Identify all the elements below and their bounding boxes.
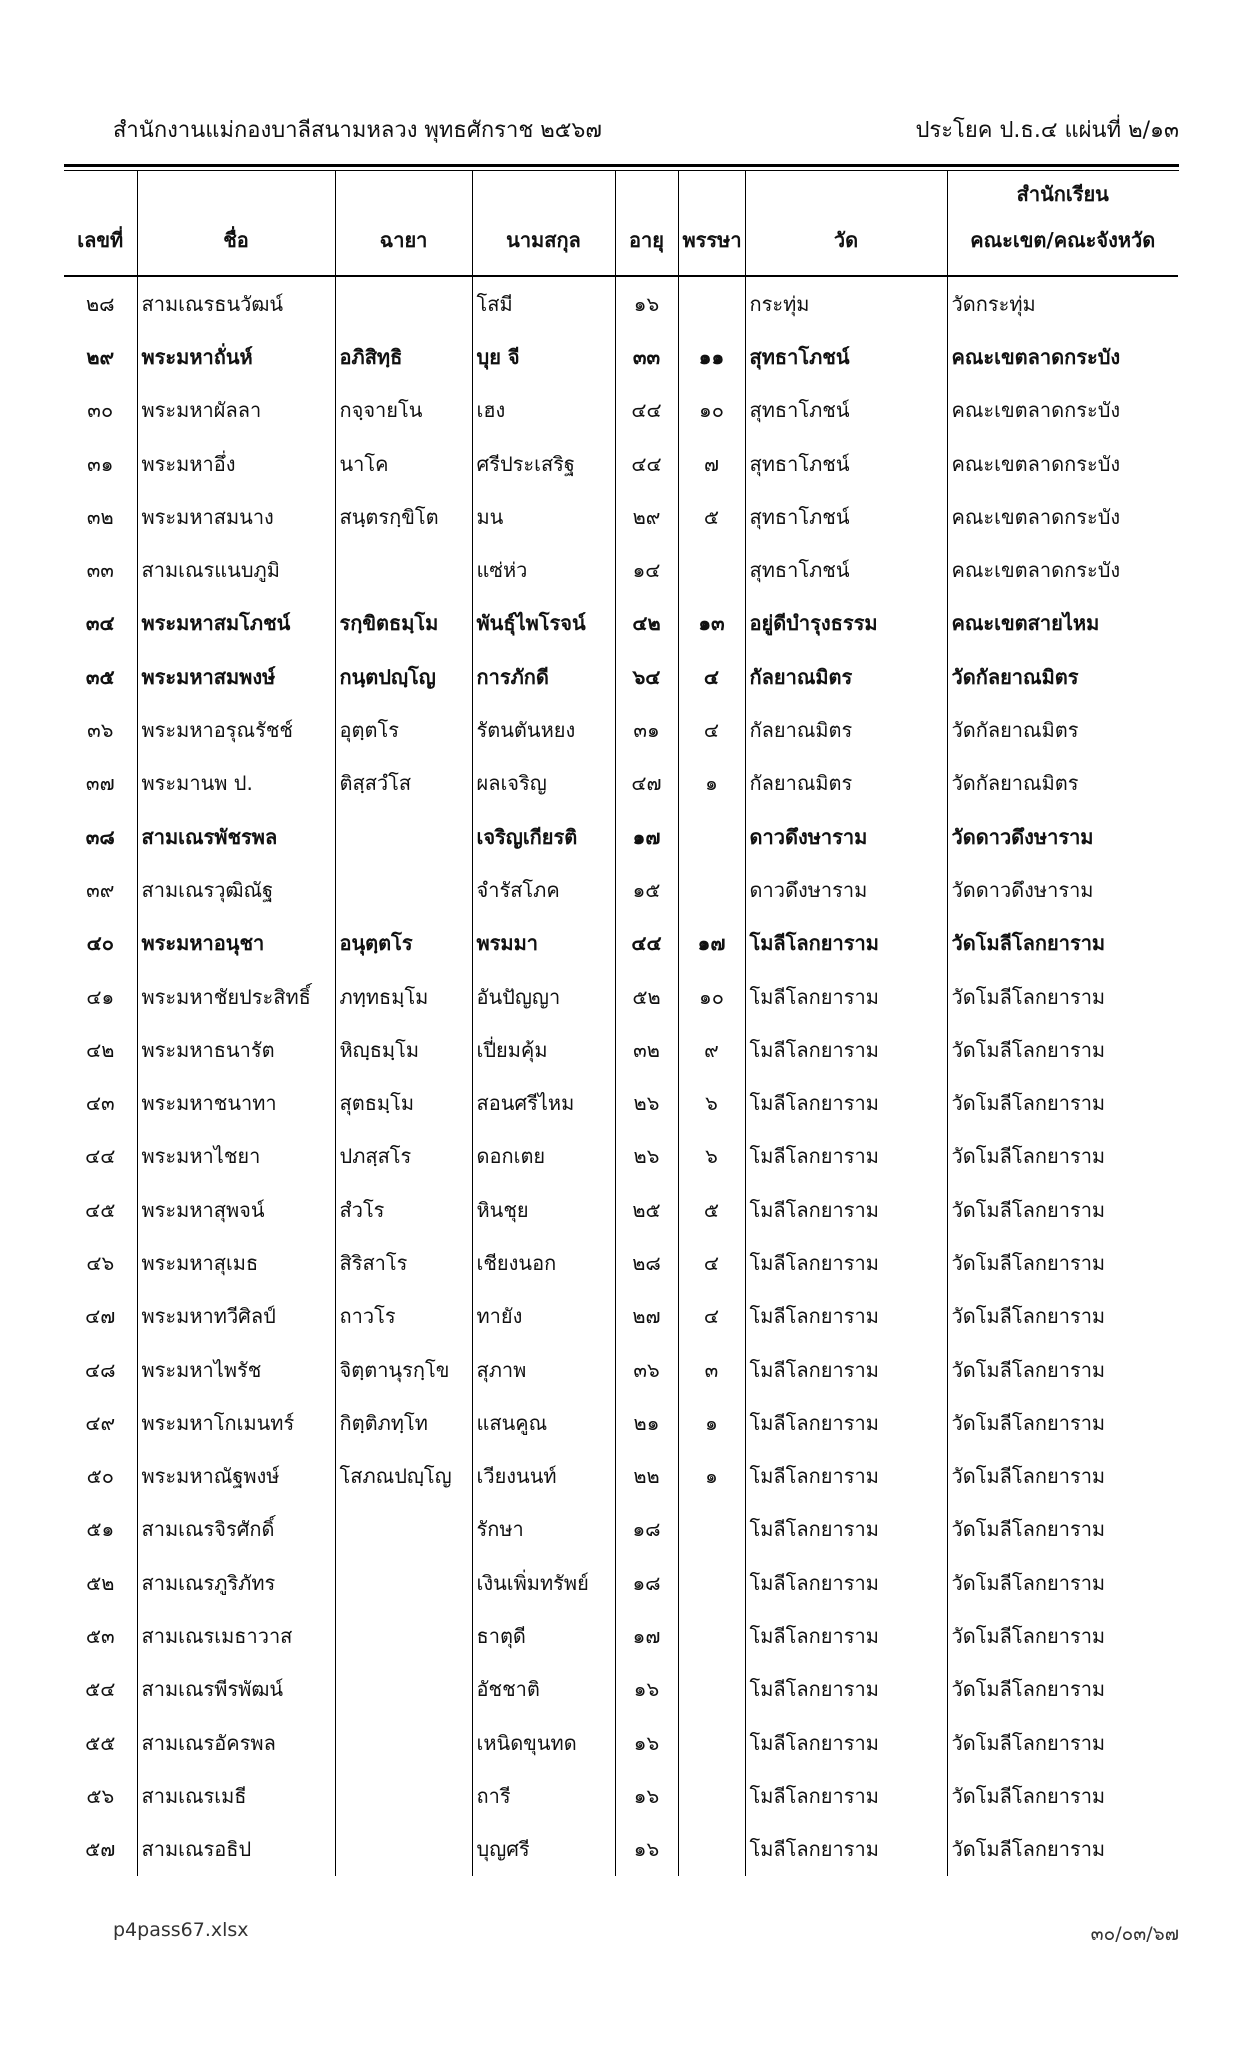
cell-vassa: ๔ xyxy=(678,1290,745,1343)
cell-name: พระมหาโกเมนทร์ xyxy=(137,1396,335,1449)
cell-surname: บุย จี xyxy=(472,330,615,383)
cell-vassa: ๑๑ xyxy=(678,330,745,383)
col-header-office xyxy=(947,171,1178,276)
cell-name: พระมหาสมนาง xyxy=(137,490,335,543)
cell-no: ๔๐ xyxy=(86,931,114,956)
cell-wat: กัลยาณมิตร xyxy=(745,703,947,756)
cell-name: สามเณรภูริภัทร xyxy=(137,1556,335,1609)
col-header-vassa: พรรษา xyxy=(678,171,745,276)
table-row xyxy=(64,490,1178,543)
cell-surname: ถารี xyxy=(472,1769,615,1822)
cell-office: คณะเขตลาดกระบัง xyxy=(947,437,1178,490)
cell-name: สามเณรเมธี xyxy=(137,1769,335,1822)
cell-no: ๓๒ xyxy=(86,504,114,529)
cell-office: คณะเขตลาดกระบัง xyxy=(947,330,1178,383)
cell-vassa xyxy=(678,1609,745,1662)
cell-name: พระมหาธนารัต xyxy=(137,1023,335,1076)
cell-office: วัดดาวดึงษาราม xyxy=(947,863,1178,916)
cell-age: ๒๗ xyxy=(615,1290,678,1343)
header-office-title: สำนักงานแม่กองบาลีสนามหลวง พุทธศักราช ๒๕๖๗ xyxy=(113,118,602,143)
cell-name: สามเณรธนวัฒน์ xyxy=(137,276,335,330)
cell-name: สามเณรแนบภูมิ xyxy=(137,543,335,596)
cell-office: วัดโมลีโลกยาราม xyxy=(947,1609,1178,1662)
cell-surname: รัตนตันหยง xyxy=(472,703,615,756)
header-rule-thick xyxy=(64,164,1179,167)
cell-office: วัดโมลีโลกยาราม xyxy=(947,1236,1178,1289)
cell-surname: เฮง xyxy=(472,384,615,437)
cell-wat: สุทธาโภชน์ xyxy=(745,330,947,383)
cell-name: พระมหาอึ่ง xyxy=(137,437,335,490)
cell-chaya: โสภณปญฺโญ xyxy=(335,1450,472,1503)
cell-wat: สุทธาโภชน์ xyxy=(745,490,947,543)
cell-chaya: กจฺจายโน xyxy=(335,384,472,437)
cell-no: ๒๘ xyxy=(85,291,115,316)
cell-office: คณะเขตลาดกระบัง xyxy=(947,384,1178,437)
cell-chaya xyxy=(335,810,472,863)
cell-name: พระมหาสมโภชน์ xyxy=(137,597,335,650)
cell-chaya: รกฺขิตธมฺโม xyxy=(335,597,472,650)
cell-office: วัดโมลีโลกยาราม xyxy=(947,1290,1178,1343)
cell-age: ๔๔ xyxy=(615,384,678,437)
cell-chaya: หิญฺธมฺโม xyxy=(335,1023,472,1076)
cell-vassa: ๔ xyxy=(678,1236,745,1289)
table-header-row xyxy=(64,171,1178,276)
table-row xyxy=(64,1716,1178,1769)
cell-surname: เหนิดขุนทด xyxy=(472,1716,615,1769)
cell-name: สามเณรเมธาวาส xyxy=(137,1609,335,1662)
cell-vassa xyxy=(678,1769,745,1822)
cell-wat: กัลยาณมิตร xyxy=(745,650,947,703)
table-row xyxy=(64,917,1178,970)
cell-no: ๔๙ xyxy=(85,1410,116,1435)
cell-no: ๔๘ xyxy=(84,1357,116,1382)
cell-chaya: อนุตฺตโร xyxy=(335,917,472,970)
cell-name: พระมหาสมพงษ์ xyxy=(137,650,335,703)
cell-age: ๒๙ xyxy=(615,490,678,543)
page-header xyxy=(113,112,1179,147)
cell-name: สามเณรจิรศักดิ์ xyxy=(137,1503,335,1556)
cell-office: วัดโมลีโลกยาราม xyxy=(947,1716,1178,1769)
page-footer xyxy=(113,1919,1179,1949)
cell-chaya xyxy=(335,1716,472,1769)
cell-no: ๕๐ xyxy=(86,1464,114,1489)
cell-age: ๑๖ xyxy=(615,1663,678,1716)
table-row xyxy=(64,276,1178,330)
cell-office: วัดโมลีโลกยาราม xyxy=(947,1183,1178,1236)
cell-no: ๕๕ xyxy=(85,1730,116,1755)
cell-chaya: อภิสิทฺธิ xyxy=(335,330,472,383)
table-row xyxy=(64,1183,1178,1236)
cell-age: ๕๒ xyxy=(615,970,678,1023)
cell-no: ๓๖ xyxy=(87,718,114,743)
cell-chaya xyxy=(335,863,472,916)
cell-age: ๓๖ xyxy=(615,1343,678,1396)
table-row xyxy=(64,543,1178,596)
cell-surname: โสมี xyxy=(472,276,615,330)
cell-name: พระมหาอนุชา xyxy=(137,917,335,970)
col-header-office-line2: คณะเขต/คณะจังหวัด xyxy=(970,228,1156,252)
table-row xyxy=(64,1396,1178,1449)
cell-vassa: ๖ xyxy=(678,1130,745,1183)
cell-chaya: ถาวโร xyxy=(335,1290,472,1343)
cell-wat: โมลีโลกยาราม xyxy=(745,1396,947,1449)
cell-wat: โมลีโลกยาราม xyxy=(745,1609,947,1662)
cell-surname: มน xyxy=(472,490,615,543)
cell-age: ๑๖ xyxy=(615,276,678,330)
cell-chaya: ปภสฺสโร xyxy=(335,1130,472,1183)
table-row xyxy=(64,757,1178,810)
cell-name: พระมหาผัลลา xyxy=(137,384,335,437)
cell-chaya: อุตฺตโร xyxy=(335,703,472,756)
cell-age: ๖๔ xyxy=(615,650,678,703)
cell-office: คณะเขตลาดกระบัง xyxy=(947,543,1178,596)
cell-age: ๒๕ xyxy=(615,1183,678,1236)
cell-surname: อัชชาติ xyxy=(472,1663,615,1716)
cell-vassa: ๕ xyxy=(678,490,745,543)
cell-name: พระมหาชนาทา xyxy=(137,1076,335,1129)
table-row xyxy=(64,1503,1178,1556)
cell-wat: โมลีโลกยาราม xyxy=(745,1556,947,1609)
cell-vassa: ๔ xyxy=(678,703,745,756)
cell-surname: แซ่ห่ว xyxy=(472,543,615,596)
cell-wat: โมลีโลกยาราม xyxy=(745,1023,947,1076)
cell-age: ๑๖ xyxy=(615,1769,678,1822)
cell-name: สามเณรอธิป xyxy=(137,1823,335,1876)
cell-age: ๒๖ xyxy=(615,1076,678,1129)
cell-age: ๑๗ xyxy=(615,810,678,863)
cell-age: ๒๖ xyxy=(615,1130,678,1183)
cell-vassa: ๑ xyxy=(678,1450,745,1503)
cell-chaya: จิตฺตานุรกฺโข xyxy=(335,1343,472,1396)
cell-office: วัดโมลีโลกยาราม xyxy=(947,917,1178,970)
cell-age: ๑๕ xyxy=(615,863,678,916)
cell-no: ๔๑ xyxy=(86,984,115,1009)
cell-chaya: นาโค xyxy=(335,437,472,490)
cell-wat: สุทธาโภชน์ xyxy=(745,384,947,437)
cell-wat: โมลีโลกยาราม xyxy=(745,1663,947,1716)
cell-name: สามเณรอัครพล xyxy=(137,1716,335,1769)
cell-office: วัดดาวดึงษาราม xyxy=(947,810,1178,863)
cell-surname: เงินเพิ่มทรัพย์ xyxy=(472,1556,615,1609)
cell-chaya xyxy=(335,1556,472,1609)
cell-surname: จำรัสโภค xyxy=(472,863,615,916)
cell-no: ๔๓ xyxy=(85,1091,115,1116)
cell-no: ๔๒ xyxy=(86,1037,115,1062)
col-header-chaya: ฉายา xyxy=(335,171,472,276)
footer-filename: p4pass67.xlsx xyxy=(113,1919,249,1941)
cell-chaya: สิริสาโร xyxy=(335,1236,472,1289)
table-row xyxy=(64,597,1178,650)
roster-table xyxy=(64,171,1178,1876)
cell-office: วัดกัลยาณมิตร xyxy=(947,757,1178,810)
cell-chaya xyxy=(335,1769,472,1822)
cell-surname: เจริญเกียรติ xyxy=(472,810,615,863)
cell-vassa: ๙ xyxy=(678,1023,745,1076)
table-row xyxy=(64,1609,1178,1662)
cell-vassa: ๓ xyxy=(678,1343,745,1396)
cell-name: พระมานพ ป. xyxy=(137,757,335,810)
cell-age: ๒๘ xyxy=(615,1236,678,1289)
cell-chaya xyxy=(335,543,472,596)
cell-chaya xyxy=(335,1503,472,1556)
cell-office: วัดโมลีโลกยาราม xyxy=(947,1823,1178,1876)
cell-no: ๔๕ xyxy=(85,1197,116,1222)
cell-vassa: ๑ xyxy=(678,757,745,810)
cell-surname: ศรีประเสริฐ xyxy=(472,437,615,490)
cell-wat: โมลีโลกยาราม xyxy=(745,1130,947,1183)
cell-no: ๓๔ xyxy=(85,611,115,636)
cell-office: วัดโมลีโลกยาราม xyxy=(947,1663,1178,1716)
cell-wat: กัลยาณมิตร xyxy=(745,757,947,810)
table-row xyxy=(64,1769,1178,1822)
cell-chaya: กนฺตปญฺโญ xyxy=(335,650,472,703)
cell-surname: การภักดี xyxy=(472,650,615,703)
cell-wat: สุทธาโภชน์ xyxy=(745,437,947,490)
cell-surname: ทายัง xyxy=(472,1290,615,1343)
cell-vassa xyxy=(678,810,745,863)
cell-no: ๕๑ xyxy=(86,1517,115,1542)
cell-office: วัดกัลยาณมิตร xyxy=(947,650,1178,703)
cell-wat: โมลีโลกยาราม xyxy=(745,1716,947,1769)
cell-wat: โมลีโลกยาราม xyxy=(745,917,947,970)
cell-age: ๑๘ xyxy=(615,1503,678,1556)
cell-surname: ผลเจริญ xyxy=(472,757,615,810)
cell-surname: รักษา xyxy=(472,1503,615,1556)
cell-vassa xyxy=(678,1823,745,1876)
col-header-name: ชื่อ xyxy=(137,171,335,276)
cell-chaya: ติสฺสวํโส xyxy=(335,757,472,810)
cell-wat: โมลีโลกยาราม xyxy=(745,1236,947,1289)
cell-surname: พรมมา xyxy=(472,917,615,970)
cell-office: วัดโมลีโลกยาราม xyxy=(947,970,1178,1023)
table-row xyxy=(64,810,1178,863)
cell-surname: อันปัญญา xyxy=(472,970,615,1023)
cell-surname: หินชุย xyxy=(472,1183,615,1236)
cell-surname: พันธุ์ไพโรจน์ xyxy=(472,597,615,650)
cell-wat: โมลีโลกยาราม xyxy=(745,1503,947,1556)
cell-vassa: ๑๗ xyxy=(678,917,745,970)
cell-wat: กระทุ่ม xyxy=(745,276,947,330)
cell-age: ๑๗ xyxy=(615,1609,678,1662)
cell-chaya xyxy=(335,1663,472,1716)
cell-no: ๓๓ xyxy=(86,558,114,583)
cell-age: ๓๓ xyxy=(615,330,678,383)
cell-chaya: สํวโร xyxy=(335,1183,472,1236)
cell-name: พระมหาทวีศิลป์ xyxy=(137,1290,335,1343)
cell-vassa xyxy=(678,276,745,330)
cell-wat: ดาวดึงษาราม xyxy=(745,810,947,863)
col-header-wat: วัด xyxy=(745,171,947,276)
cell-no: ๒๙ xyxy=(86,344,115,369)
cell-chaya: กิตฺติภทฺโท xyxy=(335,1396,472,1449)
cell-wat: โมลีโลกยาราม xyxy=(745,1343,947,1396)
cell-surname: เปี่ยมคุ้ม xyxy=(472,1023,615,1076)
header-sheet-info: ประโยค ป.ธ.๔ แผ่นที่ ๒/๑๓ xyxy=(915,118,1179,143)
cell-name: สามเณรพีรพัฒน์ xyxy=(137,1663,335,1716)
cell-wat: โมลีโลกยาราม xyxy=(745,1823,947,1876)
cell-age: ๒๒ xyxy=(615,1450,678,1503)
cell-office: คณะเขตสายไหม xyxy=(947,597,1178,650)
cell-no: ๓๑ xyxy=(87,451,114,476)
cell-no: ๔๔ xyxy=(85,1144,116,1169)
cell-surname: บุญศรี xyxy=(472,1823,615,1876)
cell-no: ๕๖ xyxy=(86,1783,115,1808)
cell-surname: สุภาพ xyxy=(472,1343,615,1396)
cell-no: ๔๖ xyxy=(86,1250,115,1275)
table-row xyxy=(64,1130,1178,1183)
cell-age: ๔๗ xyxy=(615,757,678,810)
cell-name: พระมหาไชยา xyxy=(137,1130,335,1183)
cell-wat: สุทธาโภชน์ xyxy=(745,543,947,596)
cell-surname: เวียงนนท์ xyxy=(472,1450,615,1503)
cell-surname: ดอกเตย xyxy=(472,1130,615,1183)
cell-name: พระมหาอรุณรัชช์ xyxy=(137,703,335,756)
cell-chaya: สนฺตรกฺขิโต xyxy=(335,490,472,543)
col-header-surname: นามสกุล xyxy=(472,171,615,276)
cell-age: ๔๒ xyxy=(615,597,678,650)
cell-age: ๑๘ xyxy=(615,1556,678,1609)
cell-no: ๔๗ xyxy=(85,1304,116,1329)
cell-surname: สอนศรีไหม xyxy=(472,1076,615,1129)
cell-age: ๑๖ xyxy=(615,1716,678,1769)
cell-name: พระมหาณัฐพงษ์ xyxy=(137,1450,335,1503)
cell-chaya xyxy=(335,1823,472,1876)
cell-office: วัดโมลีโลกยาราม xyxy=(947,1556,1178,1609)
table-row xyxy=(64,1290,1178,1343)
table-row xyxy=(64,863,1178,916)
roster-body xyxy=(64,276,1178,1876)
cell-vassa: ๕ xyxy=(678,1183,745,1236)
cell-no: ๓๙ xyxy=(86,877,115,902)
cell-name: สามเณรวุฒิณัฐ xyxy=(137,863,335,916)
cell-name: สามเณรพัชรพล xyxy=(137,810,335,863)
cell-vassa xyxy=(678,543,745,596)
cell-office: คณะเขตลาดกระบัง xyxy=(947,490,1178,543)
cell-chaya xyxy=(335,276,472,330)
cell-age: ๔๔ xyxy=(615,917,678,970)
cell-vassa: ๑๐ xyxy=(678,384,745,437)
table-row xyxy=(64,1343,1178,1396)
cell-office: วัดกระทุ่ม xyxy=(947,276,1178,330)
cell-no: ๓๘ xyxy=(85,824,115,849)
cell-name: พระมหาไพรัช xyxy=(137,1343,335,1396)
cell-age: ๑๔ xyxy=(615,543,678,596)
cell-vassa: ๑ xyxy=(678,1396,745,1449)
cell-vassa: ๑๐ xyxy=(678,970,745,1023)
table-row xyxy=(64,703,1178,756)
cell-vassa: ๗ xyxy=(678,437,745,490)
cell-age: ๑๖ xyxy=(615,1823,678,1876)
cell-wat: ดาวดึงษาราม xyxy=(745,863,947,916)
cell-vassa xyxy=(678,1663,745,1716)
table-row xyxy=(64,1076,1178,1129)
cell-name: พระมหาสุพจน์ xyxy=(137,1183,335,1236)
cell-office: วัดโมลีโลกยาราม xyxy=(947,1503,1178,1556)
cell-age: ๓๒ xyxy=(615,1023,678,1076)
cell-chaya: สุตธมฺโม xyxy=(335,1076,472,1129)
table-row xyxy=(64,970,1178,1023)
cell-vassa: ๖ xyxy=(678,1076,745,1129)
cell-name: พระมหาถั่นห์ xyxy=(137,330,335,383)
table-row xyxy=(64,1823,1178,1876)
cell-no: ๕๔ xyxy=(85,1677,116,1702)
cell-office: วัดโมลีโลกยาราม xyxy=(947,1450,1178,1503)
cell-wat: โมลีโลกยาราม xyxy=(745,1183,947,1236)
cell-chaya: ภทฺทธมฺโม xyxy=(335,970,472,1023)
cell-vassa: ๑๓ xyxy=(678,597,745,650)
table-row xyxy=(64,437,1178,490)
cell-wat: โมลีโลกยาราม xyxy=(745,1290,947,1343)
cell-wat: โมลีโลกยาราม xyxy=(745,1076,947,1129)
cell-surname: เชียงนอก xyxy=(472,1236,615,1289)
cell-office: วัดโมลีโลกยาราม xyxy=(947,1130,1178,1183)
table-row xyxy=(64,1663,1178,1716)
cell-office: วัดโมลีโลกยาราม xyxy=(947,1769,1178,1822)
table-row xyxy=(64,1450,1178,1503)
cell-no: ๓๗ xyxy=(85,771,115,796)
table-row xyxy=(64,650,1178,703)
cell-vassa xyxy=(678,1503,745,1556)
cell-name: พระมหาสุเมธ xyxy=(137,1236,335,1289)
cell-no: ๓๐ xyxy=(87,398,114,423)
cell-vassa: ๔ xyxy=(678,650,745,703)
cell-office: วัดกัลยาณมิตร xyxy=(947,703,1178,756)
cell-wat: โมลีโลกยาราม xyxy=(745,970,947,1023)
cell-no: ๕๗ xyxy=(85,1837,116,1862)
cell-age: ๓๑ xyxy=(615,703,678,756)
cell-wat: โมลีโลกยาราม xyxy=(745,1450,947,1503)
cell-no: ๓๕ xyxy=(85,664,115,689)
cell-chaya xyxy=(335,1609,472,1662)
cell-office: วัดโมลีโลกยาราม xyxy=(947,1343,1178,1396)
col-header-no: เลขที่ xyxy=(64,171,137,276)
cell-office: วัดโมลีโลกยาราม xyxy=(947,1076,1178,1129)
cell-no: ๕๒ xyxy=(86,1570,115,1595)
col-header-age: อายุ xyxy=(615,171,678,276)
cell-vassa xyxy=(678,1556,745,1609)
table-row xyxy=(64,330,1178,383)
cell-surname: ธาตุดี xyxy=(472,1609,615,1662)
cell-name: พระมหาชัยประสิทธิ์ xyxy=(137,970,335,1023)
cell-age: ๔๔ xyxy=(615,437,678,490)
cell-wat: อยู่ดีบำรุงธรรม xyxy=(745,597,947,650)
table-row xyxy=(64,1023,1178,1076)
cell-vassa xyxy=(678,863,745,916)
table-row xyxy=(64,1556,1178,1609)
footer-date: ๓๐/๐๓/๖๗ xyxy=(1090,1923,1179,1945)
cell-office: วัดโมลีโลกยาราม xyxy=(947,1023,1178,1076)
cell-wat: โมลีโลกยาราม xyxy=(745,1769,947,1822)
cell-no: ๕๓ xyxy=(85,1624,115,1649)
cell-office: วัดโมลีโลกยาราม xyxy=(947,1396,1178,1449)
table-row xyxy=(64,384,1178,437)
col-header-office-line1: สำนักเรียน xyxy=(1016,182,1109,206)
cell-surname: แสนคูณ xyxy=(472,1396,615,1449)
cell-vassa xyxy=(678,1716,745,1769)
cell-age: ๒๑ xyxy=(615,1396,678,1449)
table-row xyxy=(64,1236,1178,1289)
